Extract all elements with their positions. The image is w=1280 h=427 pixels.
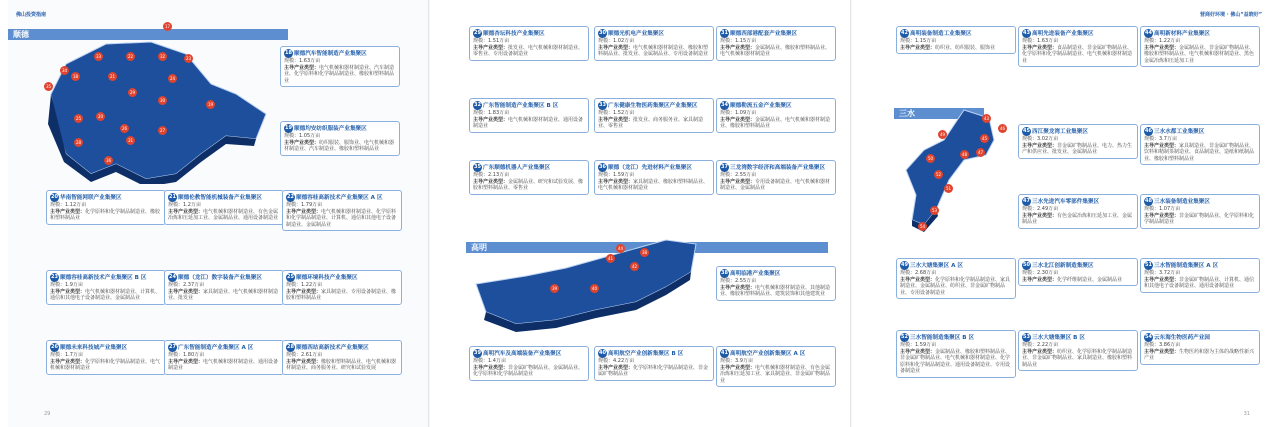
zone-card-28 [282, 340, 402, 375]
map-pin-33: 33 [95, 54, 102, 59]
zone-industry: 主导产业类型：金属制品业、研究和试验发展、橡胶和塑料制品业、零售业 [473, 178, 584, 191]
zone-number-badge: 36 [599, 164, 606, 170]
zone-name: 19 顺德均安纺织服装产业集聚区 [285, 125, 367, 132]
zone-scale: 规模：1.22万亩 [286, 282, 323, 288]
map-pin-18: 18 [72, 74, 79, 79]
zone-scale: 规模：1.9万亩 [50, 282, 83, 288]
zone-name: 51 三水智能制造集聚区 A 区 [1145, 262, 1219, 269]
zone-industry: 主导产业类型：非金属矿物制品业、化学原料和化学制品制造业 [1144, 212, 1255, 225]
map-pin-43: 43 [983, 116, 990, 121]
zone-card-19 [280, 121, 400, 156]
zone-card-40 [594, 346, 714, 381]
zone-number-badge: 39 [474, 350, 481, 356]
map-pin-47: 47 [977, 150, 984, 155]
zone-card-35 [469, 160, 589, 195]
zone-industry: 主导产业类型：电气机械和器材制造业、有色金属冶炼和压延加工业、家具制造业、非金属矿物制品业 [720, 364, 831, 384]
zone-name: 24 顺德（龙江）数字装备产业集聚区 [169, 274, 262, 281]
zone-card-46 [1140, 124, 1260, 165]
folio-left: 29 [44, 411, 51, 417]
zone-industry: 主导产业类型：生物医药和器为主体的战略性新兴产业 [1144, 348, 1255, 361]
map-pin-28: 28 [75, 140, 82, 145]
map-pin-35: 35 [45, 84, 52, 89]
zone-industry: 主导产业类型：专用设备制造业、电气机械和器材制造业、金属制品业 [720, 178, 831, 191]
zone-name: 32 广东智能制造产业集聚区 B 区 [474, 102, 559, 109]
zone-industry: 主导产业类型：电气机械和器材制造业、其他制造业、橡胶和塑料制品业、建筑装饰和其他建筑业 [720, 284, 831, 297]
zone-number-badge: 51 [1145, 262, 1152, 268]
zone-name: 37 三龙湾数字经济和高端装备产业集聚区 [721, 164, 826, 171]
zone-scale: 规模：4.22万亩 [598, 358, 635, 364]
zone-name: 27 广东智能制造产业集聚区 A 区 [169, 344, 254, 351]
zone-scale: 规模：2.68万亩 [900, 270, 937, 276]
zone-card-32 [469, 98, 589, 133]
zone-industry: 主导产业类型：化学原料和化学制品制造业、电气机械和器材制造业 [50, 358, 161, 371]
zone-number-badge: 32 [474, 102, 481, 108]
map-pin-22: 22 [127, 54, 134, 59]
zone-name: 21 顺德伦教智能机械装备产业集聚区 [169, 194, 262, 201]
zone-number-badge: 37 [721, 164, 728, 170]
zone-scale: 规模：1.05万亩 [284, 133, 321, 139]
zone-industry: 主导产业类型：金属制品业、橡胶和塑料制品业、非金属矿物制品业、电气机械和器材制造业、化学原料和化学制品制造业、通用设备制造业、专用设备制造业 [900, 348, 1011, 374]
zone-name: 22 顺德容桂高新技术产业集聚区 A 区 [287, 194, 383, 201]
zone-name: 48 三水装备制造业集聚区 [1145, 198, 1210, 205]
zone-card-50 [1018, 258, 1138, 286]
zone-number-badge: 30 [599, 30, 606, 36]
zone-name: 44 高明新材料产业集聚区 [1145, 30, 1210, 37]
map-pin-46: 46 [999, 126, 1006, 131]
zone-scale: 规模：1.15万亩 [900, 38, 937, 44]
zone-industry: 主导产业类型：金属制品业、橡胶和塑料制品业、电气机械和器材制造业 [720, 44, 831, 57]
zone-card-48 [1140, 194, 1260, 229]
zone-number-badge: 20 [51, 194, 58, 200]
zone-number-badge: 19 [285, 125, 292, 131]
zone-number-badge: 24 [169, 274, 176, 280]
zone-scale: 规模：2.55万亩 [720, 278, 757, 284]
map-pin-50: 50 [927, 156, 934, 161]
zone-card-22 [282, 190, 402, 231]
zone-card-51 [1140, 258, 1260, 293]
zone-card-34 [716, 98, 836, 133]
map-pin-17: 17 [164, 24, 171, 29]
zone-card-41 [716, 346, 836, 387]
map-pin-51: 51 [945, 186, 952, 191]
zone-scale: 规模：1.83万亩 [473, 110, 510, 116]
zone-industry: 主导产业类型：橡胶和塑料制品业、电气机械和器材制造业、商务服务业、研究和试验发展 [286, 358, 397, 371]
zone-card-53 [1018, 330, 1138, 371]
zone-number-badge: 54 [1145, 334, 1152, 340]
zone-scale: 规模：1.07万亩 [1144, 206, 1181, 212]
map-pin-44: 44 [617, 246, 624, 251]
zone-number-badge: 22 [287, 194, 294, 200]
zone-number-badge: 46 [1145, 128, 1152, 134]
running-header: 佛山投资指南 [16, 12, 47, 18]
zone-card-44 [1140, 26, 1260, 67]
map-pin-39: 39 [551, 286, 558, 291]
zone-name: 26 顺德未来科技城产业集聚区 [51, 344, 128, 351]
zone-card-20 [46, 190, 166, 225]
map-pin-53: 53 [931, 208, 938, 213]
zone-industry: 主导产业类型：家具制造业、专用设备制造业、橡胶和塑料制品业 [286, 288, 397, 301]
map-pin-20: 20 [97, 114, 104, 119]
zone-number-badge: 53 [1023, 334, 1030, 340]
zone-name: 31 顺德西部港配套产业集聚区 [721, 30, 798, 37]
zone-name: 25 顺德环境科技产业集聚区 [287, 274, 358, 281]
zone-scale: 规模：2.49万亩 [1022, 206, 1059, 212]
zone-scale: 规模：3.02万亩 [1022, 136, 1059, 142]
zone-scale: 规模：1.59万亩 [598, 172, 635, 178]
zone-industry: 主导产业类型：有色金属冶炼和压延加工业、金属制品业 [1022, 212, 1133, 225]
zone-name: 35 广东顺德机器人产业集聚区 [474, 164, 551, 171]
zone-industry: 主导产业类型：金属制品业、非金属矿物制品业、橡胶和塑料制品业、电气机械和器材制造业、黑色金属冶炼和压延加工业 [1144, 44, 1255, 64]
folio-right: 31 [1243, 411, 1250, 417]
zone-card-23 [46, 270, 166, 305]
zone-card-45 [1018, 124, 1138, 159]
map-pin-24: 24 [169, 76, 176, 81]
zone-name: 28 顺德西站高新技术产业集聚区 [287, 344, 369, 351]
map-pin-48: 48 [961, 152, 968, 157]
zone-industry: 主导产业类型：电气机械和器材制造业、计算机、通信和其他电子设备制造业、金属制品业 [50, 288, 161, 301]
zone-industry: 主导产业类型：家具制造业、非金属矿物制品业、饮料和精制茶制造业、食品制造业、造纸和纸制品业、橡胶和塑料制品业 [1144, 142, 1255, 162]
zone-card-38 [716, 266, 836, 301]
map-pin-42: 42 [631, 264, 638, 269]
zone-industry: 主导产业类型：批发业、商务服务业、家具制造业、零售业 [598, 116, 704, 129]
zone-industry: 主导产业类型：电气机械和器材制造业、橡胶和塑料制品业、批发业、金属制品业、专用设备制造业 [598, 44, 709, 57]
zone-industry: 主导产业类型：纺织业、化学原料和化学制品制造业、非金属矿物制品业、家具制造业、橡胶和塑料制品业 [1022, 348, 1133, 368]
zone-card-21 [164, 190, 284, 225]
zone-scale: 规模：3.72万亩 [1144, 270, 1181, 276]
zone-number-badge: 18 [285, 50, 292, 56]
map-pin-27: 27 [159, 128, 166, 133]
zone-industry: 主导产业类型：电气机械和器材制造业、通用设备制造业 [168, 358, 279, 371]
zone-number-badge: 42 [901, 30, 908, 36]
zone-scale: 规模：1.79万亩 [286, 202, 323, 208]
zone-number-badge: 47 [1023, 198, 1030, 204]
zone-card-36 [594, 160, 714, 195]
zone-card-25 [282, 270, 402, 305]
zone-number-badge: 52 [901, 334, 908, 340]
zone-scale: 规模：1.2万亩 [168, 202, 201, 208]
zone-scale: 规模：1.63万亩 [284, 58, 321, 64]
zone-number-badge: 23 [51, 274, 58, 280]
map-pin-49: 49 [939, 132, 946, 137]
running-header: 营商好环境 · 佛山“益晓好” [1200, 12, 1262, 18]
zone-industry: 主导产业类型：非金属矿物制品业、计算机、通信和其他电子设备制造业、通用设备制造业 [1144, 276, 1255, 289]
zone-scale: 规模：1.52万亩 [598, 110, 635, 116]
zone-card-42 [896, 26, 1016, 54]
region-bar-sanshui: 三水 [894, 108, 984, 119]
map-pin-26: 26 [121, 126, 128, 131]
zone-scale: 规模：2.61万亩 [286, 352, 323, 358]
zone-industry: 主导产业类型：家具制造业、电气机械和器材制造业、批发业 [168, 288, 279, 301]
zone-industry: 主导产业类型：电气机械和器材制造业、通用设备制造业 [473, 116, 584, 129]
zone-name: 42 高明装备制造工业集聚区 [901, 30, 972, 37]
zone-card-30 [594, 26, 714, 61]
zone-number-badge: 45 [1023, 128, 1030, 134]
map-pin-54: 54 [919, 224, 926, 229]
zone-scale: 规模：1.51万亩 [473, 38, 510, 44]
zone-name: 33 广东健康生物医药集聚区产业集聚区 [599, 102, 698, 109]
zone-name: 18 顺德汽车智能制造产业集聚区 [285, 50, 367, 57]
zone-name: 43 高明先进装备产业集聚区 [1023, 30, 1094, 37]
sanshui-map [894, 100, 1014, 240]
zone-scale: 规模：1.15万亩 [720, 38, 757, 44]
zone-industry: 主导产业类型：电气机械和器材制造业、化学原料和化学制品制造业、计算机、通信和其他电子设备制造业、金属制品业 [286, 208, 397, 228]
zone-card-31 [716, 26, 836, 61]
zone-number-badge: 29 [474, 30, 481, 36]
zone-name: 29 顺德杏坛科技产业集聚区 [474, 30, 545, 37]
zone-scale: 规模：1.63万亩 [1022, 38, 1059, 44]
zone-name: 53 三水大塘集聚区 B 区 [1023, 334, 1085, 341]
zone-number-badge: 40 [599, 350, 606, 356]
zone-number-badge: 27 [169, 344, 176, 350]
zone-number-badge: 43 [1023, 30, 1030, 36]
zone-scale: 规模：1.12万亩 [50, 202, 87, 208]
zone-number-badge: 31 [721, 30, 728, 36]
map-pin-40: 40 [591, 286, 598, 291]
zone-card-52 [896, 330, 1016, 378]
zone-name: 45 西江聚龙湾工业集聚区 [1023, 128, 1088, 135]
zone-industry: 主导产业类型：电气机械和器材制造业、汽车制造业、化学原料和化学制品制造业、橡胶和塑料制品业 [284, 64, 395, 84]
zone-scale: 规模：1.22万亩 [1144, 38, 1181, 44]
zone-name: 36 顺德（龙江）先进材料产业集聚区 [599, 164, 692, 171]
map-pin-45: 45 [981, 136, 988, 141]
map-pin-21: 21 [109, 74, 116, 79]
zone-card-47 [1018, 194, 1138, 229]
zone-card-39 [469, 346, 589, 381]
zone-industry: 主导产业类型：金属制品业、电气机械和器材制造业、橡胶和塑料制品业 [720, 116, 831, 129]
zone-card-43 [1018, 26, 1138, 67]
zone-industry: 主导产业类型：食品制造业、非金属矿物制品业、化学原料和化学制品制造业、电气机械和器材制造业 [1022, 44, 1133, 64]
zone-card-29 [469, 26, 589, 61]
zone-number-badge: 21 [169, 194, 176, 200]
zone-card-33 [594, 98, 714, 133]
map-pin-32: 32 [159, 54, 166, 59]
zone-number-badge: 26 [51, 344, 58, 350]
zone-scale: 规模：1.09万亩 [720, 110, 757, 116]
zone-name: 23 顺德容桂高新技术产业集聚区 B 区 [51, 274, 147, 281]
zone-name: 54 云东海生物医药产业园 [1145, 334, 1210, 341]
zone-scale: 规模：2.37万亩 [168, 282, 205, 288]
zone-industry: 主导产业类型：批发业、电气机械和器材制造业、零售业、专用设备制造业 [473, 44, 584, 57]
zone-number-badge: 38 [721, 270, 728, 276]
map-pin-29: 29 [129, 90, 136, 95]
zone-name: 50 三水北江创新制造集聚区 [1023, 262, 1094, 269]
map-pin-41: 41 [607, 256, 614, 261]
zone-industry: 主导产业类型：家具制造业、橡胶和塑料制品业、电气机械和器材制造业 [598, 178, 709, 191]
zone-scale: 规模：2.55万亩 [720, 172, 757, 178]
zone-name: 52 三水智能制造集聚区 B 区 [901, 334, 975, 341]
zone-industry: 主导产业类型：纺织服装、服饰业、电气机械和器材制造业、汽车制造业、橡胶和塑料制品业 [284, 139, 395, 152]
zone-name: 49 三水大塘集聚区 A 区 [901, 262, 963, 269]
map-pin-34: 34 [61, 68, 68, 73]
map-pin-19: 19 [207, 102, 214, 107]
map-pin-25: 25 [75, 116, 82, 121]
zone-number-badge: 33 [599, 102, 606, 108]
map-pin-31: 31 [127, 138, 134, 143]
map-pin-38: 38 [641, 250, 648, 255]
zone-name: 41 高明航空产业创新集聚区 A 区 [721, 350, 806, 357]
zone-scale: 规模：3.7万亩 [1144, 136, 1177, 142]
zone-card-49 [896, 258, 1016, 299]
zone-industry: 主导产业类型：非金属矿物制品业、电力、热力生产和供应业、批发业、金属制品业 [1022, 142, 1133, 155]
zone-industry: 主导产业类型：纺织业、纺织服装、服饰业 [900, 44, 996, 51]
zone-number-badge: 41 [721, 350, 728, 356]
zone-number-badge: 49 [901, 262, 908, 268]
zone-name: 34 顺德勒流五金产业集聚区 [721, 102, 792, 109]
region-bar-shunde: 顺德 [8, 29, 288, 40]
zone-scale: 规模：1.59万亩 [900, 342, 937, 348]
zone-scale: 规模：3.9万亩 [720, 358, 753, 364]
zone-card-27 [164, 340, 284, 375]
zone-number-badge: 28 [287, 344, 294, 350]
zone-number-badge: 48 [1145, 198, 1152, 204]
map-pin-52: 52 [935, 172, 942, 177]
zone-industry: 主导产业类型：化学原料和化学制品制造业、非金属矿物制品业 [598, 364, 709, 377]
zone-number-badge: 44 [1145, 30, 1152, 36]
zone-number-badge: 35 [474, 164, 481, 170]
zone-industry: 主导产业类型：电气机械和器材制造业、有色金属冶炼和压延加工业、金属制品业、通用设备制造业 [168, 208, 279, 221]
zone-name: 38 高明临港产业集聚区 [721, 270, 781, 277]
zone-scale: 规模：2.22万亩 [1022, 342, 1059, 348]
zone-industry: 主导产业类型：化学原料和化学制品制造业、家具制造业、金属制品业、纺织业、非金属矿物制品业、专用设备制造业 [900, 276, 1011, 296]
zone-card-18 [280, 46, 400, 87]
shunde-map [36, 24, 276, 184]
map-pin-30: 30 [159, 98, 166, 103]
zone-scale: 规模：1.4万亩 [473, 358, 506, 364]
zone-name: 30 顺德光机电产业集聚区 [599, 30, 664, 37]
zone-card-26 [46, 340, 166, 375]
zone-number-badge: 34 [721, 102, 728, 108]
zone-industry: 主导产业类型：化学纤维制造业、金属制品业 [1022, 276, 1123, 283]
zone-number-badge: 25 [287, 274, 294, 280]
zone-number-badge: 50 [1023, 262, 1030, 268]
zone-scale: 规模：1.02万亩 [598, 38, 635, 44]
zone-name: 40 高明航空产业创新集聚区 B 区 [599, 350, 684, 357]
zone-scale: 规模：2.30万亩 [1022, 270, 1059, 276]
zone-industry: 主导产业类型：非金属矿物制品业、金属制品业、化学原料和化学制品制造业 [473, 364, 584, 377]
zone-name: 39 高明汽车及高端装备产业集聚区 [474, 350, 562, 357]
zone-scale: 规模：1.80万亩 [168, 352, 205, 358]
zone-name: 46 三水水都工业集聚区 [1145, 128, 1205, 135]
zone-name: 20 华南智能网联产业集聚区 [51, 194, 122, 201]
zone-industry: 主导产业类型：化学原料和化学制品制造业、橡胶和塑料制品业 [50, 208, 161, 221]
zone-name: 47 三水先进汽车零部件集聚区 [1023, 198, 1100, 205]
zone-scale: 规模：2.13万亩 [473, 172, 510, 178]
zone-scale: 规模：1.7万亩 [50, 352, 83, 358]
zone-card-24 [164, 270, 284, 305]
map-pin-23: 23 [185, 56, 192, 61]
zone-card-54 [1140, 330, 1260, 365]
zone-card-37 [716, 160, 836, 195]
zone-scale: 规模：3.86万亩 [1144, 342, 1181, 348]
region-bar-gaoming: 高明 [466, 242, 828, 253]
map-pin-36: 36 [105, 158, 112, 163]
